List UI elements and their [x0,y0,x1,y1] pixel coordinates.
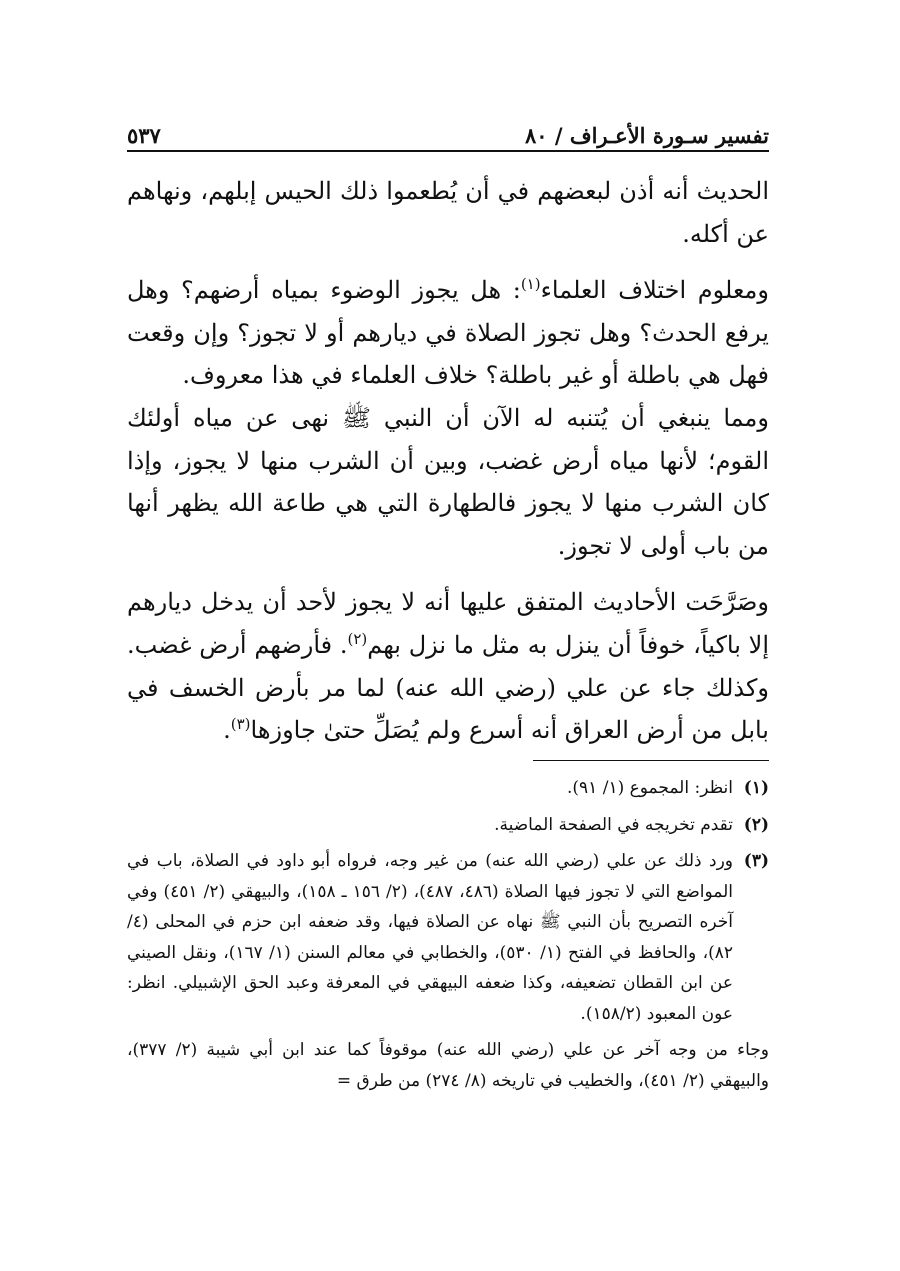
page-number: ٥٣٧ [127,123,161,148]
footnote-3 [127,846,769,1029]
main-text [127,170,769,752]
paragraph-1: الحديث أنه أذن لبعضهم في أن يُطعموا ذلك الحيس إبلهم، ونهاهم عن أكله. [127,177,769,248]
footnote-text: انظر: المجموع (١/ ٩١). [567,778,733,798]
footnote-number: (١) [743,778,769,798]
footnote-ref-2: (٢) [347,629,368,648]
footnote-number: (٢) [743,814,769,835]
footnote-separator [533,760,769,761]
header-title: تفسير سـورة الأعـراف / ٨٠ [524,123,769,148]
paragraph-2-text-a: ومعلوم اختلاف العلماء [540,276,769,305]
footnote-continuation: وجاء من وجه آخر عن علي (رضي الله عنه) موقوفاً كما عند ابن أبي شيبة (٢/ ٣٧٧)، والبيهقي (٢/ ٤٥١)، والخطيب في تاريخه (٨/ ٢٧٤) من طرق = [127,1040,770,1091]
paragraph-4-text-c: . [223,716,231,745]
footnote-ref-3: (٣) [230,715,251,734]
footnote-number: (٣) [743,851,769,871]
footnotes [127,773,769,1096]
footnote-1 [127,773,769,804]
paragraph-2-text-b: : هل يجوز الوضوء بمياه أرضهم؟ وهل يرفع الحدث؟ وهل تجوز الصلاة في ديارهم أو لا تجوز؟ وإن وقعت فهل هي باطلة أو غير باطلة؟ خلاف العلماء في هذا معروف. [127,276,769,390]
paragraph-2 [127,269,769,397]
footnote-ref-1: (١) [520,275,541,294]
paragraph-4-text-a: وصَرَّحَت الأحاديث المتفق عليها أنه لا يجوز لأحد أن يدخل ديارهم إلا باكياً، خوفاً أن ينزل به مثل ما نزل بهم [127,588,769,659]
running-header [127,112,769,148]
paragraph-4-text-b: . فأرضهم أرض غضب. وكذلك جاء عن علي (رضي الله عنه) لما مر بأرض الخسف في بابل من أرض العراق أنه أسرع ولم يُصَلِّ حتىٰ جاوزها [127,630,769,745]
header-rule [127,150,769,152]
footnote-text: تقدم تخريجه في الصفحة الماضية. [494,814,733,835]
footnote-2 [127,810,769,841]
footnote-text: ورد ذلك عن علي (رضي الله عنه) من غير وجه، فرواه أبو داود في الصلاة، باب في المواضع التي لا تجوز فيها الصلاة (٤٨٦، ٤٨٧)، (٢/ ١٥٦ ـ ١٥٨)، والبيهقي (٢/ ٤٥١) وفي آخره التصريح بأن النبي ﷺ نهاه عن الصلاة فيها، وقد ضعفه ابن حزم في المحلى (٤/ ٨٢)، والحافظ في الفتح (١/ ٥٣٠)، والخطابي في معالم السنن (١/ ١٦٧)، ونقل الصيني عن ابن القطان تضعيفه، وكذا ضعفه البيهقي في المعرفة وعبد الحق الإشبيلي. انظر: عون المعبود (١٥٨/٢). [127,851,734,1024]
paragraph-4 [127,581,769,751]
paragraph-3: ومما ينبغي أن يُتنبه له الآن أن النبي ﷺ نهى عن مياه أولئك القوم؛ لأنها مياه أرض غضب، وبين أن الشرب منها لا يجوز، وإذا كان الشرب منها لا يجوز فالطهارة التي هي طاعة الله يظهر أنها من باب أولى لا تجوز. [127,403,770,560]
